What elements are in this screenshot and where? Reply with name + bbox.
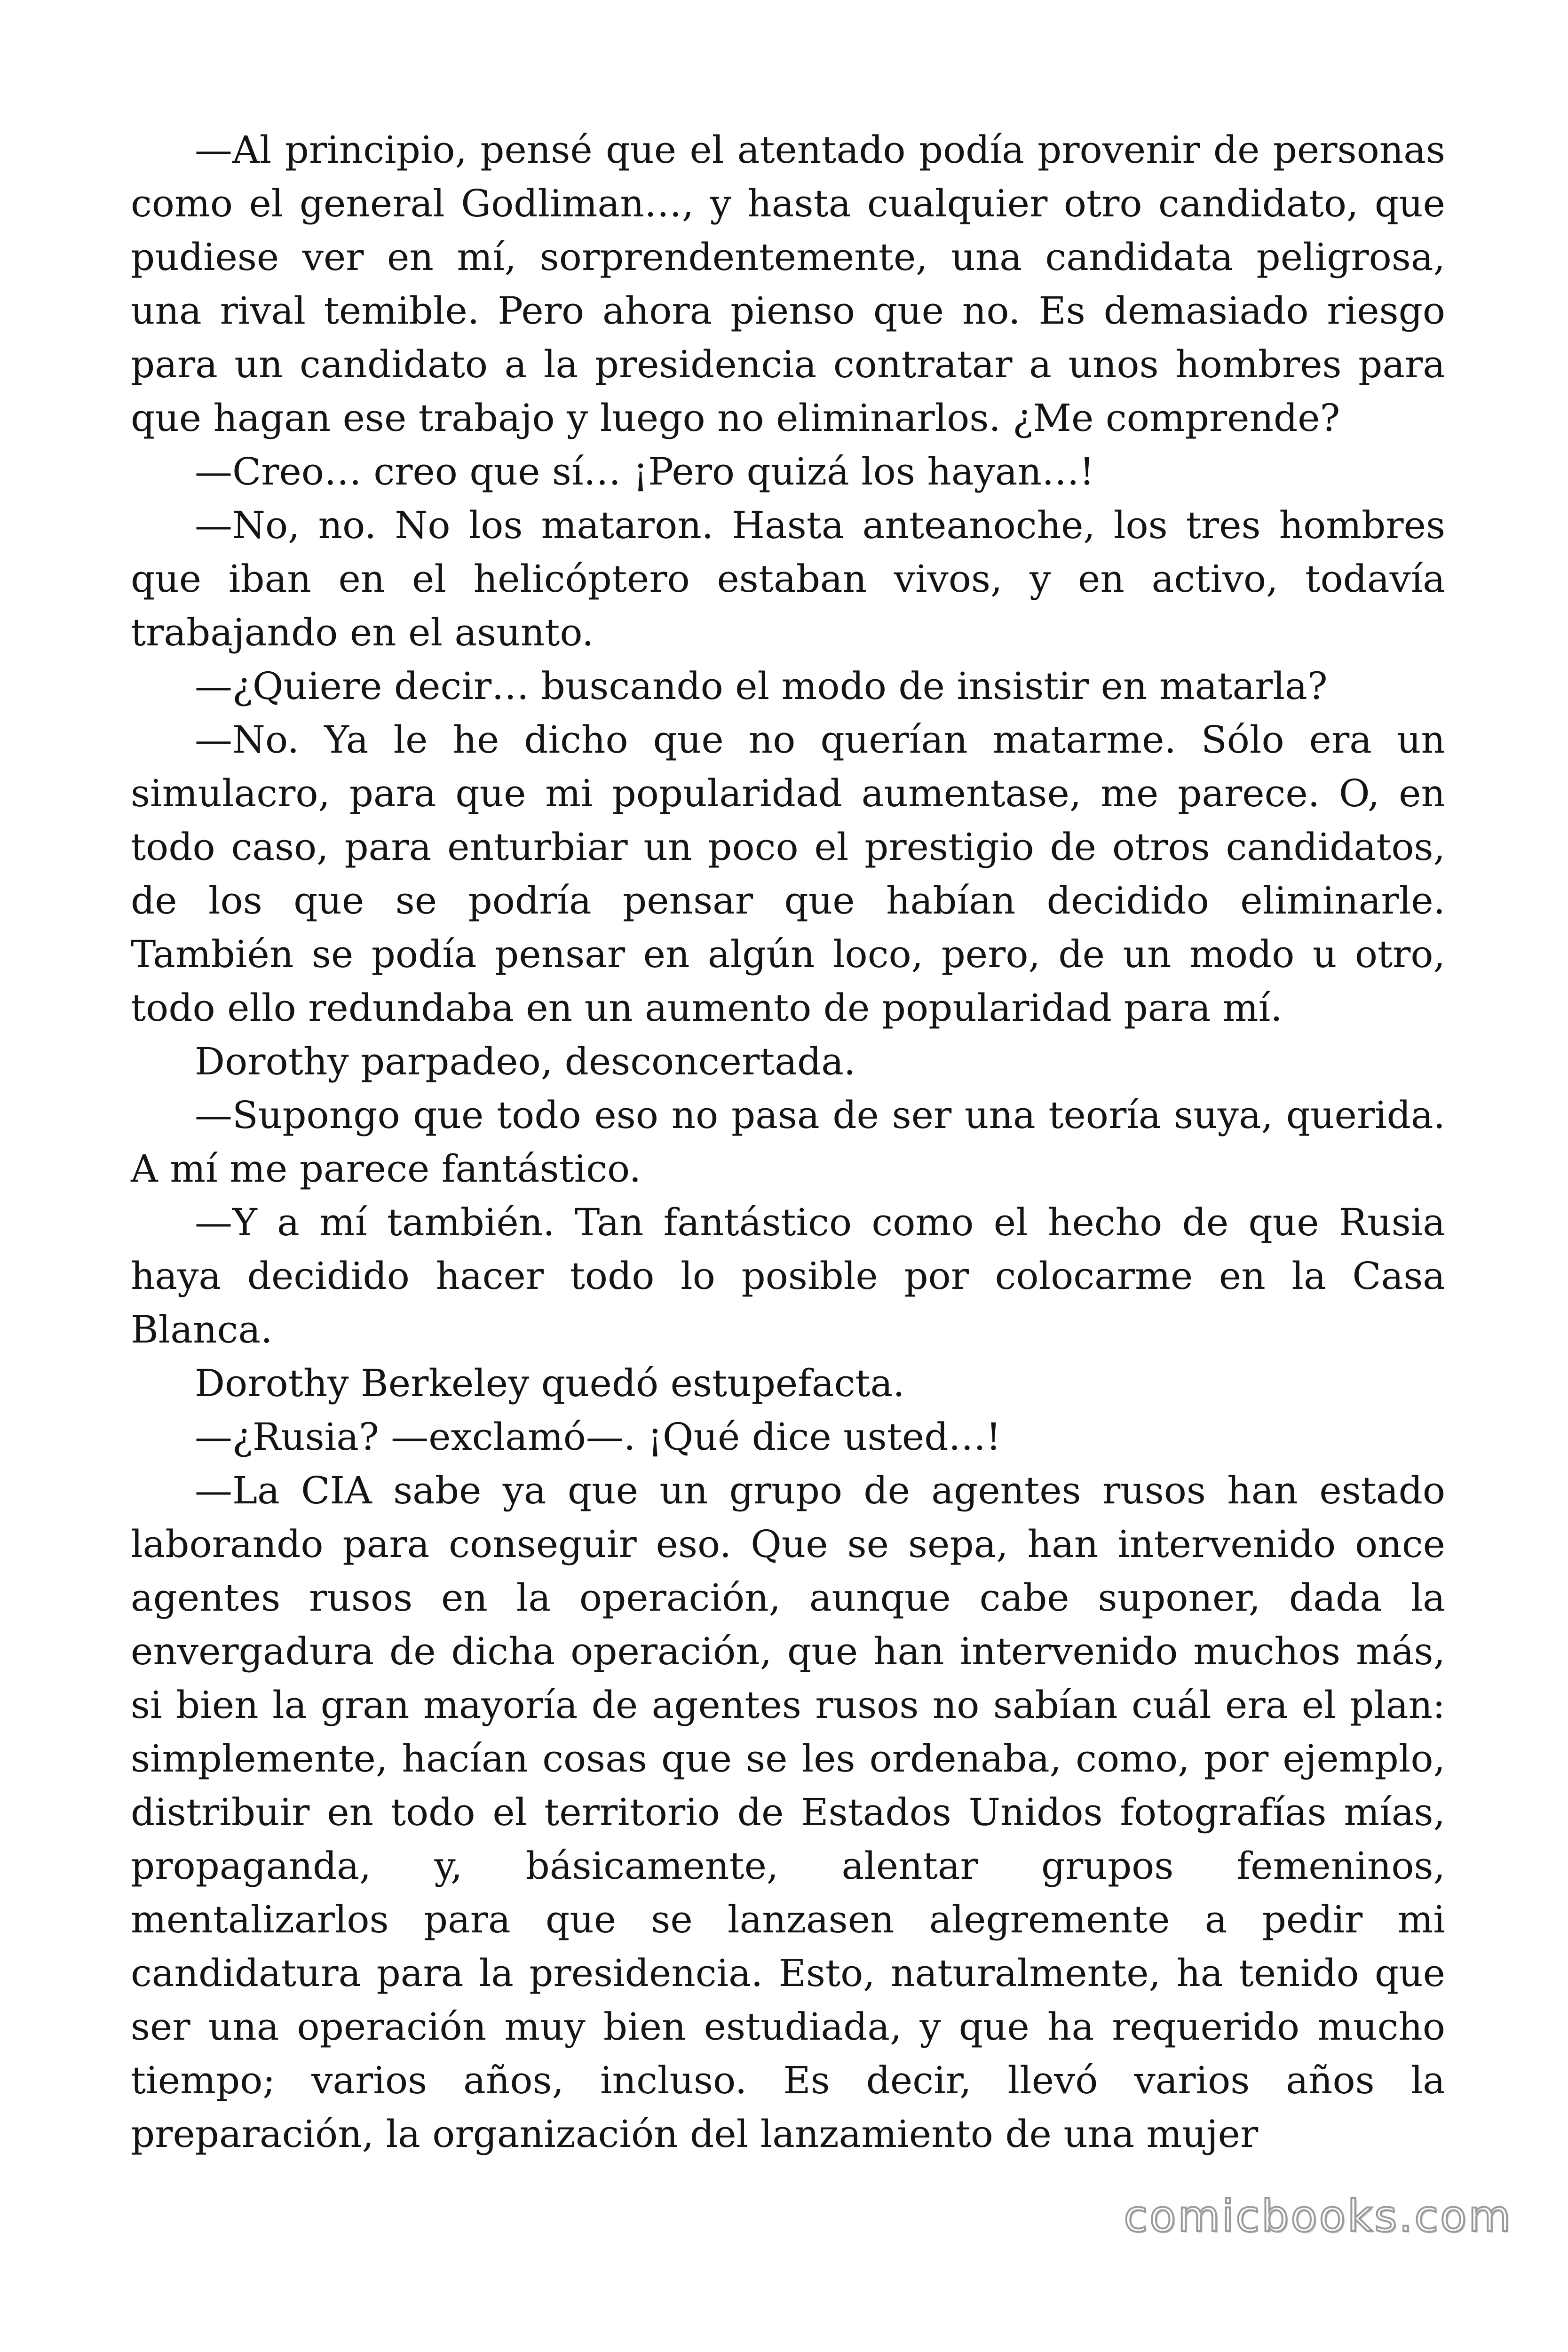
paragraph: —La CIA sabe ya que un grupo de agentes rusos han estado laborando para conseguir eso. Que se sepa, han intervenido once agentes rusos en la operación, aunque cabe suponer, dada la envergadura de dicha operación, que han intervenido muchos más, si bien la gran mayoría de agentes rusos no sabían cuál era el plan: simplemente, hacían cosas que se les ordenaba, como, por ejemplo, distribuir en todo el territorio de Estados Unidos fotografías mías, propaganda, y, básicamente, alentar grupos femeninos, mentalizarlos para que se lanzasen alegremente a pedir mi candidatura para la presidencia. Esto, naturalmente, ha tenido que ser una operación muy bien estudiada, y que ha requerido mucho tiempo; varios años, incluso. Es decir, llevó varios años la preparación, la organización del lanzamiento de una mujer <box>131 1469 1445 2156</box>
paragraph: —Creo… creo que sí… ¡Pero quizá los hayan…! <box>195 450 1095 493</box>
paragraph: —¿Rusia? —exclamó—. ¡Qué dice usted…! <box>195 1415 1001 1459</box>
paragraph: —No, no. No los mataron. Hasta anteanoche, los tres hombres que iban en el helicóptero estaban vivos, y en activo, todavía trabajando en el asunto. <box>131 503 1445 654</box>
page-body-text <box>131 123 1445 2161</box>
watermark: comicbooks.com <box>1124 2191 1513 2241</box>
paragraph: Dorothy parpadeo, desconcertada. <box>195 1040 856 1083</box>
paragraph: —No. Ya le he dicho que no querían matarme. Sólo era un simulacro, para que mi popularidad aumentase, me parece. O, en todo caso, para enturbiar un poco el prestigio de otros candidatos, de los que se podría pensar que habían decidido eliminarle. También se podía pensar en algún loco, pero, de un modo u otro, todo ello redundaba en un aumento de popularidad para mí. <box>131 718 1445 1030</box>
paragraph: —¿Quiere decir… buscando el modo de insistir en matarla? <box>195 664 1328 708</box>
paragraph: —Y a mí también. Tan fantástico como el hecho de que Rusia haya decidido hacer todo lo posible por colocarme en la Casa Blanca. <box>131 1200 1445 1351</box>
paragraph: Dorothy Berkeley quedó estupefacta. <box>195 1361 905 1405</box>
paragraph: —Al principio, pensé que el atentado podía provenir de personas como el general Godliman…, y hasta cualquier otro candidato, que pudiese ver en mí, sorprendentemente, una candidata peligrosa, una rival temible. Pero ahora pienso que no. Es demasiado riesgo para un candidato a la presidencia contratar a unos hombres para que hagan ese trabajo y luego no eliminarlos. ¿Me comprende? <box>131 128 1445 440</box>
paragraph: —Supongo que todo eso no pasa de ser una teoría suya, querida. A mí me parece fantástico. <box>131 1093 1445 1191</box>
